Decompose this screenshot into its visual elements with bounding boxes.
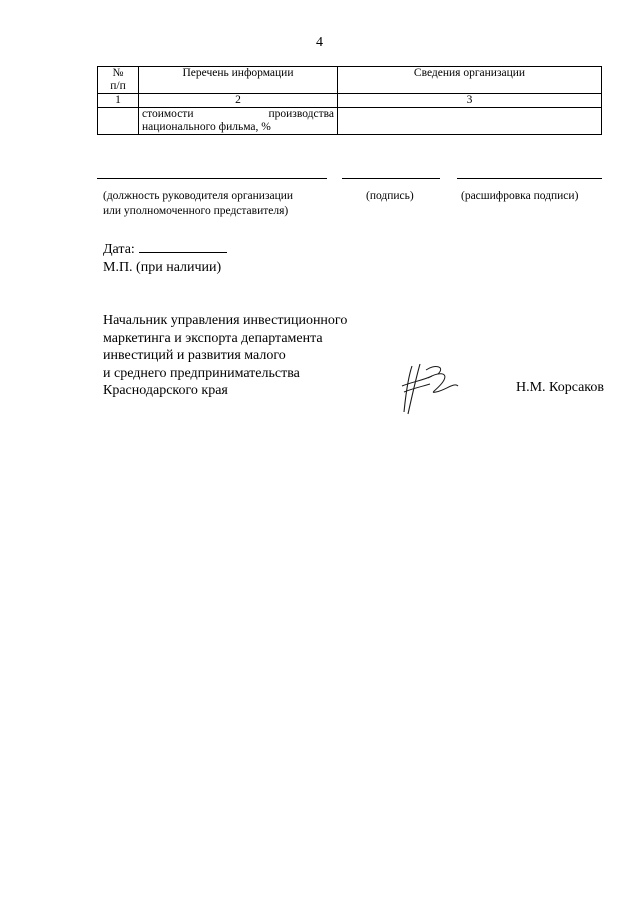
index-cell-3: 3: [338, 94, 602, 108]
signer-title-line-4: и среднего предпринимательства: [103, 365, 300, 381]
header-information-list: Перечень информации: [139, 67, 338, 94]
row-list-cell: [139, 108, 338, 135]
position-caption: [103, 189, 327, 219]
page-number: 4: [316, 35, 323, 50]
index-cell-1: 1: [98, 94, 139, 108]
signature-fields: [97, 178, 607, 228]
position-caption-line2: или уполномоченного представителя): [103, 205, 289, 217]
date-block: [103, 240, 227, 277]
signature-line: [342, 178, 440, 179]
signature-caption: (подпись): [366, 190, 414, 202]
position-line: [97, 178, 327, 179]
signer-title-line-3: инвестиций и развития малого: [103, 348, 286, 364]
row-number-cell: [98, 108, 139, 135]
index-cell-2: 2: [139, 94, 338, 108]
table-index-row: [98, 94, 602, 108]
date-line: [103, 240, 227, 259]
row-list-line1-word2: производства: [268, 108, 334, 120]
signature-field: [342, 178, 440, 204]
row-info-cell: [338, 108, 602, 135]
row-list-line1: [142, 108, 334, 121]
row-list-line2: национального фильма, %: [142, 121, 271, 133]
handwritten-signature: [398, 362, 460, 416]
decoding-caption: (расшифровка подписи): [461, 190, 579, 202]
signer-name: Н.М. Корсаков: [516, 380, 604, 395]
table-row: [98, 108, 602, 135]
header-number-line2: п/п: [110, 80, 126, 92]
row-list-line1-word1: стоимости: [142, 108, 194, 120]
header-number: [98, 67, 139, 94]
date-blank-line: [139, 240, 227, 253]
date-label: Дата:: [103, 242, 135, 257]
decoding-line: [457, 178, 602, 179]
header-number-line1: №: [112, 67, 124, 79]
stamp-label: М.П. (при наличии): [103, 260, 222, 275]
table-header-row: [98, 67, 602, 94]
signer-title-line-5: Краснодарского края: [103, 383, 228, 399]
header-organization-info: Сведения организации: [338, 67, 602, 94]
information-table: [97, 66, 602, 135]
signer-title-line-1: Начальник управления инвестиционного: [103, 313, 348, 328]
position-field: [97, 178, 327, 219]
position-caption-line1: (должность руководителя организации: [103, 190, 294, 202]
signer-title-line-2: маркетинга и экспорта департамента: [103, 330, 323, 346]
decoding-field: [457, 178, 602, 204]
signer-title: [103, 312, 347, 400]
